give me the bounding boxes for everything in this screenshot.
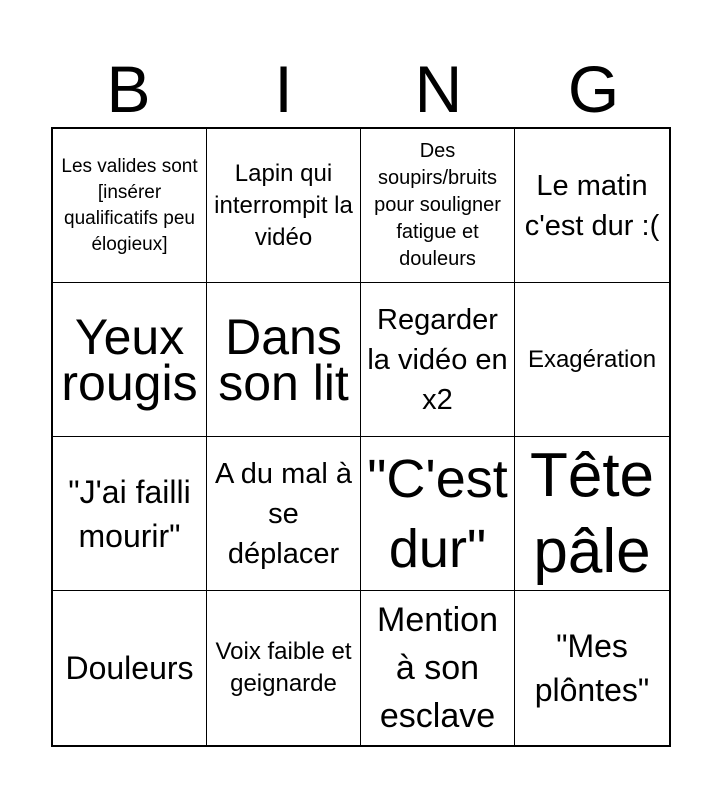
bingo-cell-text: Douleurs [65,650,194,686]
bingo-cell-text: Des soupirs/bruits pour souligner fatigue et douleurs [374,140,501,270]
header-letter-i: I [274,52,293,126]
bingo-cell[interactable] [207,437,361,591]
bingo-cell[interactable] [53,129,207,283]
bingo-cell-text: Dans son lit [218,308,349,411]
bingo-cell[interactable] [515,437,669,591]
bingo-cell-text: Les valides sont [insérer qualificatifs peu élogieux] [61,155,198,255]
bingo-cell[interactable] [53,437,207,591]
header-letter-g: G [567,52,620,126]
bingo-cell-text: Regarder la vidéo en x2 [367,303,508,416]
bingo-cell[interactable] [515,283,669,437]
bingo-grid [51,127,671,747]
bingo-cell[interactable] [361,129,515,283]
bingo-cell-text: Voix faible et geignarde [215,638,352,697]
bingo-header [51,50,671,128]
bingo-cell[interactable] [361,591,515,745]
header-letter-n: N [414,52,463,126]
bingo-cell-text: Lapin qui interrompit la vidéo [214,159,353,251]
bingo-cell[interactable] [515,591,669,745]
bingo-cell-text: Le matin c'est dur :( [524,169,660,242]
bingo-cell[interactable] [515,129,669,283]
bingo-cell-text: Tête pâle [529,440,655,586]
bingo-cell[interactable] [361,283,515,437]
bingo-cell-text: A du mal à se déplacer [214,457,353,570]
bingo-cell[interactable] [207,591,361,745]
bingo-cell-text: "J'ai failli mourir" [68,473,191,554]
bingo-cell[interactable] [207,283,361,437]
bingo-cell[interactable] [361,437,515,591]
bingo-cell-text: Exagération [527,345,657,373]
bingo-cell-text: Yeux rougis [61,308,198,411]
bingo-cell-text: Mention à son esclave [377,601,498,735]
header-letter-b: B [106,52,151,126]
bingo-cell[interactable] [53,283,207,437]
bingo-cell[interactable] [207,129,361,283]
bingo-cell-text: "C'est dur" [367,448,508,579]
bingo-cell[interactable] [53,591,207,745]
bingo-cell-text: "Mes plôntes" [534,628,650,708]
